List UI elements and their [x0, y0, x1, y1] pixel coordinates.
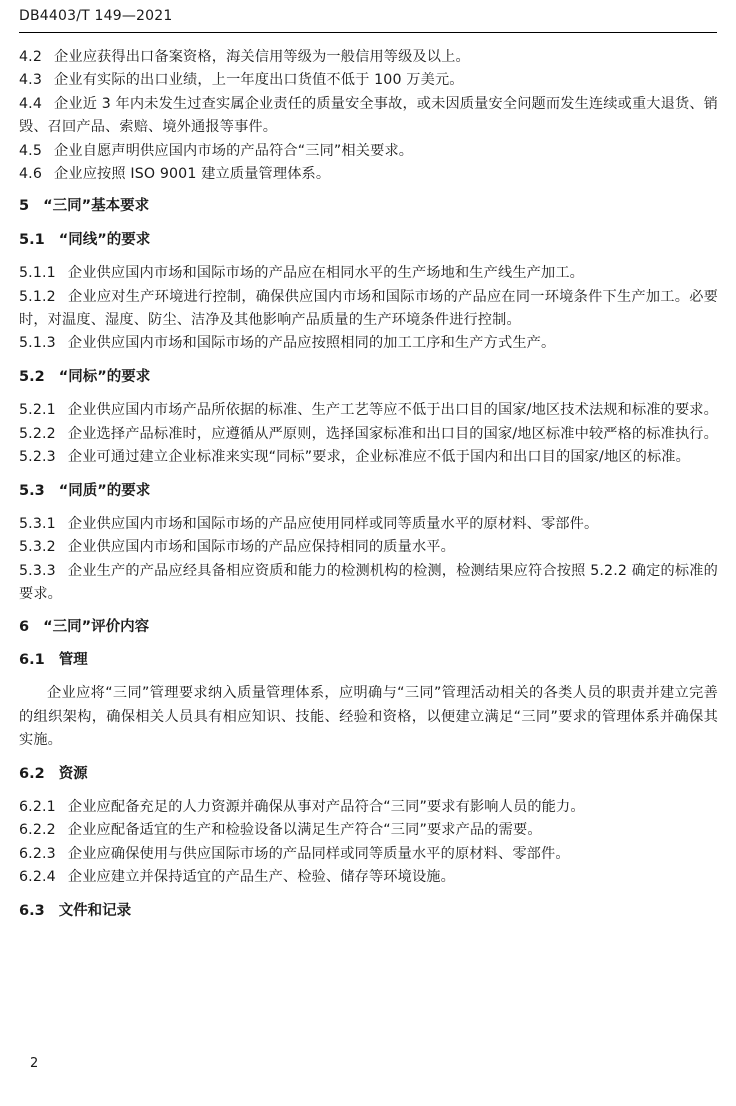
clause-number: 6.2.2 [19, 822, 56, 839]
clause-number: 6.2.1 [19, 798, 56, 815]
clause-number: 5.2.2 [19, 425, 56, 442]
clause-number: 4.4 [19, 95, 43, 112]
clause-4-3 [19, 69, 718, 92]
heading-number: 5.3 [19, 482, 45, 499]
clause-number: 6.2.4 [19, 869, 56, 886]
clause-text: 企业应对生产环境进行控制，确保供应国内市场和国际市场的产品应在同一环境条件下生产加工。必要时，对温度、湿度、防尘、洁净及其他影响产品质量的生产环境条件进行控制。 [19, 288, 718, 329]
clause-5-2-3 [19, 446, 718, 469]
clause-text: 企业应按照 ISO 9001 建立质量管理体系。 [54, 166, 331, 183]
clause-text: 企业应配备充足的人力资源并确保从事对产品符合“三同”要求有影响人员的能力。 [67, 798, 585, 815]
clause-5-2-2 [19, 423, 718, 446]
clause-number: 4.2 [19, 49, 43, 65]
heading-text: “三同”评价内容 [43, 618, 150, 635]
clause-5-1-2 [19, 286, 718, 333]
clause-4-2 [19, 46, 718, 69]
clause-number: 5.2.1 [19, 402, 56, 419]
clause-5-1-1 [19, 262, 718, 285]
clause-number: 5.2.3 [19, 449, 56, 466]
clause-6-2-3 [19, 843, 718, 866]
clause-6-2-1 [19, 796, 718, 819]
clause-number: 5.3.3 [19, 562, 56, 579]
clause-number: 5.1.2 [19, 288, 56, 305]
clause-5-3-1 [19, 513, 718, 536]
document-body [19, 46, 718, 933]
document-id: DB4403/T 149—2021 [19, 8, 173, 24]
heading-text: “同质”的要求 [58, 482, 151, 499]
section-heading-5-1 [19, 229, 718, 252]
section-heading-6-2 [19, 763, 718, 786]
section-heading-6 [19, 616, 718, 639]
heading-text: “同线”的要求 [58, 231, 151, 248]
page-number: 2 [30, 1056, 39, 1071]
paragraph: 企业应将“三同”管理要求纳入质量管理体系，应明确与“三同”管理活动相关的各类人员的职责并建立完善的组织架构，确保相关人员具有相应知识、技能、经验和资格，以便建立满足“三同”要求的管理体系并确保其实施。 [19, 685, 718, 749]
clause-number: 5.3.1 [19, 515, 56, 532]
clause-number: 5.1.1 [19, 265, 56, 282]
clause-text: 企业生产的产品应经具备相应资质和能力的检测机构的检测，检测结果应符合按照 5.2.2 确定的标准的要求。 [19, 562, 718, 603]
clause-text: 企业近 3 年内未发生过查实属企业责任的质量安全事故，或未因质量安全问题而发生连续或重大退货、销毁、召回产品、索赔、境外通报等事件。 [19, 95, 718, 136]
clause-text: 企业供应国内市场和国际市场的产品应保持相同的质量水平。 [67, 539, 455, 556]
clause-5-1-3 [19, 332, 718, 355]
clause-6-2-2 [19, 819, 718, 842]
clause-text: 企业应配备适宜的生产和检验设备以满足生产符合“三同”要求产品的需要。 [67, 822, 542, 839]
clause-text: 企业可通过建立企业标准来实现“同标”要求，企业标准应不低于国内和出口目的国家/地区的标准。 [67, 449, 690, 466]
header-divider [19, 32, 717, 33]
clause-4-5 [19, 140, 718, 163]
heading-number: 6.1 [19, 651, 45, 668]
section-heading-6-3 [19, 900, 718, 923]
heading-text: 文件和记录 [58, 902, 132, 919]
heading-text: 管理 [58, 651, 88, 668]
clause-6-2-4 [19, 866, 718, 889]
heading-number: 6 [19, 618, 30, 635]
clause-text: 企业选择产品标准时，应遵循从严原则，选择国家标准和出口目的国家/地区标准中较严格的标准执行。 [67, 425, 718, 442]
heading-number: 5.2 [19, 368, 45, 385]
clause-number: 5.1.3 [19, 335, 56, 352]
heading-number: 5.1 [19, 231, 45, 248]
clause-number: 4.5 [19, 142, 43, 159]
heading-text: 资源 [58, 765, 88, 782]
clause-4-4 [19, 93, 718, 140]
heading-number: 5 [19, 198, 30, 215]
clause-text: 企业供应国内市场产品所依据的标准、生产工艺等应不低于出口目的国家/地区技术法规和标准的要求。 [67, 402, 718, 419]
heading-text: “同标”的要求 [58, 368, 151, 385]
section-heading-5-3 [19, 480, 718, 503]
clause-number: 4.3 [19, 72, 43, 89]
clause-text: 企业自愿声明供应国内市场的产品符合“三同”相关要求。 [54, 142, 414, 159]
clause-4-6 [19, 163, 718, 186]
clause-5-2-1 [19, 399, 718, 422]
clause-text: 企业供应国内市场和国际市场的产品应使用同样或同等质量水平的原材料、零部件。 [67, 515, 599, 532]
section-heading-6-1 [19, 649, 718, 672]
heading-text: “三同”基本要求 [43, 198, 150, 215]
section-heading-5-2 [19, 366, 718, 389]
clause-text: 企业供应国内市场和国际市场的产品应按照相同的加工工序和生产方式生产。 [67, 335, 556, 352]
heading-number: 6.3 [19, 902, 45, 919]
heading-number: 6.2 [19, 765, 45, 782]
clause-number: 4.6 [19, 166, 43, 183]
clause-text: 企业应建立并保持适宜的产品生产、检验、储存等环境设施。 [67, 869, 455, 886]
clause-number: 5.3.2 [19, 539, 56, 556]
clause-5-3-3 [19, 560, 718, 607]
clause-text: 企业有实际的出口业绩，上一年度出口货值不低于 100 万美元。 [54, 72, 464, 89]
clause-text: 企业应确保使用与供应国际市场的产品同样或同等质量水平的原材料、零部件。 [67, 845, 570, 862]
clause-text: 企业应获得出口备案资格，海关信用等级为一般信用等级及以上。 [54, 49, 470, 65]
section-heading-5 [19, 195, 718, 218]
clause-number: 6.2.3 [19, 845, 56, 862]
clause-text: 企业供应国内市场和国际市场的产品应在相同水平的生产场地和生产线生产加工。 [67, 265, 585, 282]
clause-5-3-2 [19, 536, 718, 559]
